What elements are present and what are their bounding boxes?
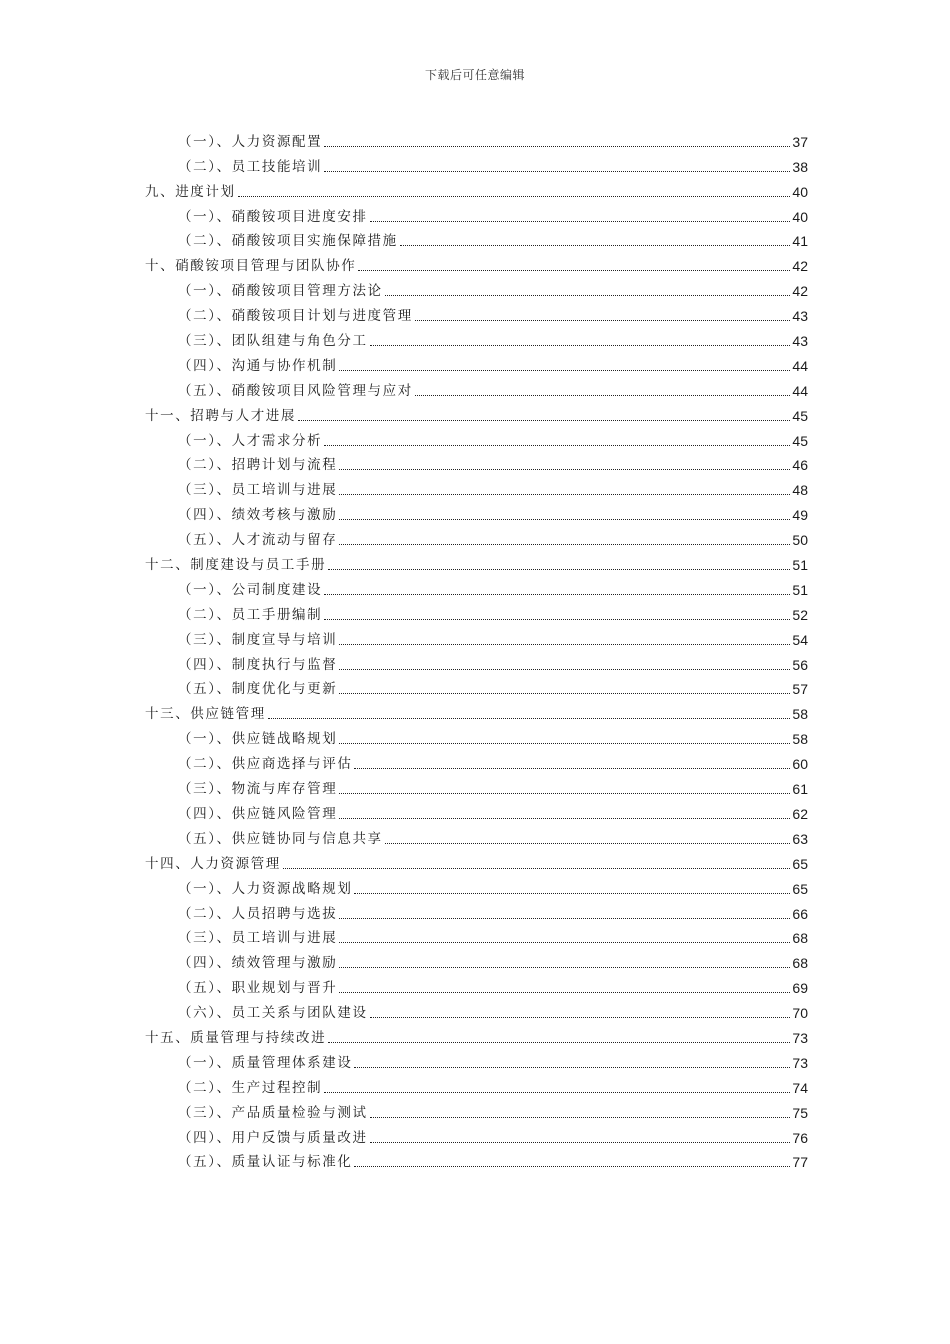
toc-entry-title: （二）、硝酸铵项目实施保障措施 bbox=[178, 233, 398, 250]
toc-entry-title: （二）、硝酸铵项目计划与进度管理 bbox=[178, 308, 413, 325]
toc-entry[interactable] bbox=[145, 1047, 808, 1072]
toc-dot-leader bbox=[339, 644, 790, 645]
toc-entry-page-number: 54 bbox=[792, 631, 808, 648]
toc-dot-leader bbox=[339, 669, 790, 670]
toc-entry-page-number: 46 bbox=[792, 457, 808, 474]
toc-entry-page-number: 58 bbox=[792, 731, 808, 748]
toc-entry-title: （五）、质量认证与标准化 bbox=[178, 1154, 353, 1171]
toc-entry-page-number: 49 bbox=[792, 507, 808, 524]
page-header: 下载后可任意编辑 bbox=[424, 68, 525, 82]
toc-entry-title: （五）、人才流动与留存 bbox=[178, 532, 338, 549]
toc-entry[interactable] bbox=[145, 1022, 808, 1047]
toc-entry-title: 九、进度计划 bbox=[145, 183, 236, 200]
toc-entry-page-number: 70 bbox=[792, 1005, 808, 1022]
toc-entry-page-number: 43 bbox=[792, 333, 808, 350]
toc-entry-title: （二）、员工技能培训 bbox=[178, 158, 323, 175]
toc-entry[interactable] bbox=[145, 275, 808, 300]
toc-entry-page-number: 45 bbox=[792, 407, 808, 424]
toc-entry[interactable] bbox=[145, 947, 808, 972]
toc-entry-title: （一）、人力资源战略规划 bbox=[178, 880, 353, 897]
toc-dot-leader bbox=[339, 967, 790, 968]
toc-entry-title: （五）、硝酸铵项目风险管理与应对 bbox=[178, 382, 413, 399]
toc-entry-page-number: 61 bbox=[792, 781, 808, 798]
toc-entry[interactable] bbox=[145, 748, 808, 773]
toc-entry[interactable] bbox=[145, 698, 808, 723]
toc-entry[interactable] bbox=[145, 624, 808, 649]
toc-entry-page-number: 62 bbox=[792, 805, 808, 822]
toc-entry[interactable] bbox=[145, 873, 808, 898]
toc-entry-title: （二）、供应商选择与评估 bbox=[178, 756, 353, 773]
toc-entry-title: （四）、绩效管理与激励 bbox=[178, 955, 338, 972]
toc-entry-title: （一）、人才需求分析 bbox=[178, 432, 323, 449]
toc-entry[interactable] bbox=[145, 923, 808, 948]
toc-dot-leader bbox=[370, 1142, 791, 1143]
toc-dot-leader bbox=[370, 1117, 791, 1118]
toc-entry-page-number: 45 bbox=[792, 432, 808, 449]
toc-entry-page-number: 37 bbox=[792, 133, 808, 150]
toc-dot-leader bbox=[370, 221, 791, 222]
toc-entry-page-number: 65 bbox=[792, 855, 808, 872]
toc-entry-page-number: 41 bbox=[792, 233, 808, 250]
toc-entry-page-number: 57 bbox=[792, 681, 808, 698]
toc-entry-title: 十五、质量管理与持续改进 bbox=[145, 1029, 327, 1046]
toc-entry-page-number: 68 bbox=[792, 955, 808, 972]
toc-dot-leader bbox=[354, 1067, 790, 1068]
toc-entry[interactable] bbox=[145, 176, 808, 201]
toc-dot-leader bbox=[328, 1042, 790, 1043]
toc-entry-page-number: 38 bbox=[792, 158, 808, 175]
toc-dot-leader bbox=[339, 544, 790, 545]
toc-entry[interactable] bbox=[145, 400, 808, 425]
toc-dot-leader bbox=[339, 942, 790, 943]
toc-entry-page-number: 58 bbox=[792, 706, 808, 723]
toc-entry-page-number: 69 bbox=[792, 980, 808, 997]
toc-entry-page-number: 63 bbox=[792, 830, 808, 847]
toc-entry-page-number: 65 bbox=[792, 880, 808, 897]
toc-entry-title: （二）、人员招聘与选拔 bbox=[178, 905, 338, 922]
toc-entry[interactable] bbox=[145, 250, 808, 275]
toc-entry[interactable] bbox=[145, 972, 808, 997]
toc-entry[interactable] bbox=[145, 350, 808, 375]
toc-entry-title: （二）、生产过程控制 bbox=[178, 1079, 323, 1096]
toc-dot-leader bbox=[415, 395, 791, 396]
toc-entry[interactable] bbox=[145, 499, 808, 524]
toc-dot-leader bbox=[268, 718, 791, 719]
toc-dot-leader bbox=[339, 743, 790, 744]
toc-dot-leader bbox=[354, 768, 790, 769]
toc-entry[interactable] bbox=[145, 300, 808, 325]
toc-entry-page-number: 68 bbox=[792, 930, 808, 947]
toc-dot-leader bbox=[324, 619, 790, 620]
toc-entry-title: 十四、人力资源管理 bbox=[145, 855, 281, 872]
toc-entry-page-number: 51 bbox=[792, 581, 808, 598]
toc-entry-page-number: 44 bbox=[792, 357, 808, 374]
toc-entry[interactable] bbox=[145, 126, 808, 151]
toc-entry[interactable] bbox=[145, 599, 808, 624]
toc-entry[interactable] bbox=[145, 450, 808, 475]
toc-entry-title: （一）、质量管理体系建设 bbox=[178, 1054, 353, 1071]
toc-entry[interactable] bbox=[145, 549, 808, 574]
toc-entry[interactable] bbox=[145, 375, 808, 400]
toc-dot-leader bbox=[339, 918, 790, 919]
toc-entry-title: 十二、制度建设与员工手册 bbox=[145, 557, 327, 574]
toc-entry-title: （五）、制度优化与更新 bbox=[178, 681, 338, 698]
toc-entry[interactable] bbox=[145, 1147, 808, 1172]
toc-dot-leader bbox=[358, 270, 790, 271]
toc-dot-leader bbox=[328, 569, 790, 570]
toc-dot-leader bbox=[324, 1092, 790, 1093]
toc-entry-page-number: 60 bbox=[792, 756, 808, 773]
toc-dot-leader bbox=[324, 171, 790, 172]
toc-entry-title: （一）、人力资源配置 bbox=[178, 133, 323, 150]
toc-entry[interactable] bbox=[145, 823, 808, 848]
toc-dot-leader bbox=[324, 594, 790, 595]
toc-dot-leader bbox=[354, 1166, 790, 1167]
toc-entry-page-number: 51 bbox=[792, 557, 808, 574]
toc-entry[interactable] bbox=[145, 524, 808, 549]
toc-entry-page-number: 50 bbox=[792, 532, 808, 549]
toc-entry-page-number: 44 bbox=[792, 382, 808, 399]
toc-dot-leader bbox=[339, 793, 790, 794]
toc-dot-leader bbox=[385, 295, 791, 296]
toc-entry-page-number: 74 bbox=[792, 1079, 808, 1096]
toc-dot-leader bbox=[298, 420, 790, 421]
toc-dot-leader bbox=[339, 469, 790, 470]
toc-entry-page-number: 66 bbox=[792, 905, 808, 922]
toc-entry[interactable] bbox=[145, 848, 808, 873]
toc-entry-title: （三）、员工培训与进展 bbox=[178, 482, 338, 499]
toc-dot-leader bbox=[238, 196, 791, 197]
toc-entry-page-number: 77 bbox=[792, 1154, 808, 1171]
toc-entry-title: （一）、硝酸铵项目管理方法论 bbox=[178, 283, 383, 300]
toc-entry-title: （一）、公司制度建设 bbox=[178, 581, 323, 598]
toc-dot-leader bbox=[370, 345, 791, 346]
toc-entry[interactable] bbox=[145, 325, 808, 350]
toc-dot-leader bbox=[385, 843, 791, 844]
toc-entry-title: （一）、供应链战略规划 bbox=[178, 731, 338, 748]
toc-entry[interactable] bbox=[145, 574, 808, 599]
toc-entry[interactable] bbox=[145, 151, 808, 176]
toc-entry-page-number: 40 bbox=[792, 208, 808, 225]
toc-entry[interactable] bbox=[145, 723, 808, 748]
toc-entry-page-number: 42 bbox=[792, 283, 808, 300]
toc-entry[interactable] bbox=[145, 201, 808, 226]
toc-entry-title: （六）、员工关系与团队建设 bbox=[178, 1005, 368, 1022]
toc-entry-title: （二）、招聘计划与流程 bbox=[178, 457, 338, 474]
toc-entry-page-number: 56 bbox=[792, 656, 808, 673]
toc-entry[interactable] bbox=[145, 1072, 808, 1097]
toc-entry-page-number: 43 bbox=[792, 308, 808, 325]
toc-entry-title: （四）、绩效考核与激励 bbox=[178, 507, 338, 524]
toc-entry-page-number: 48 bbox=[792, 482, 808, 499]
toc-entry[interactable] bbox=[145, 997, 808, 1022]
toc-entry-title: 十一、招聘与人才进展 bbox=[145, 407, 296, 424]
toc-entry-page-number: 52 bbox=[792, 606, 808, 623]
toc-entry[interactable] bbox=[145, 425, 808, 450]
toc-dot-leader bbox=[339, 370, 790, 371]
toc-dot-leader bbox=[415, 320, 791, 321]
toc-entry-title: （四）、供应链风险管理 bbox=[178, 805, 338, 822]
toc-entry[interactable] bbox=[145, 1122, 808, 1147]
toc-entry-page-number: 73 bbox=[792, 1029, 808, 1046]
toc-entry-title: （三）、产品质量检验与测试 bbox=[178, 1104, 368, 1121]
toc-dot-leader bbox=[339, 818, 790, 819]
toc-entry-title: （三）、员工培训与进展 bbox=[178, 930, 338, 947]
toc-entry-page-number: 73 bbox=[792, 1054, 808, 1071]
toc-dot-leader bbox=[324, 146, 790, 147]
toc-entry-title: （四）、用户反馈与质量改进 bbox=[178, 1129, 368, 1146]
toc-entry-title: （一）、硝酸铵项目进度安排 bbox=[178, 208, 368, 225]
toc-dot-leader bbox=[339, 519, 790, 520]
toc-entry[interactable] bbox=[145, 474, 808, 499]
toc-dot-leader bbox=[370, 1017, 791, 1018]
toc-entry[interactable] bbox=[145, 1097, 808, 1122]
toc-entry-title: （五）、职业规划与晋升 bbox=[178, 980, 338, 997]
toc-dot-leader bbox=[339, 494, 790, 495]
toc-entry-title: （四）、沟通与协作机制 bbox=[178, 357, 338, 374]
toc-entry-page-number: 75 bbox=[792, 1104, 808, 1121]
toc-entry[interactable] bbox=[145, 898, 808, 923]
toc-entry-title: （三）、物流与库存管理 bbox=[178, 781, 338, 798]
toc-entry-page-number: 76 bbox=[792, 1129, 808, 1146]
toc-dot-leader bbox=[283, 868, 791, 869]
table-of-contents bbox=[145, 126, 808, 1171]
toc-dot-leader bbox=[339, 693, 790, 694]
toc-entry[interactable] bbox=[145, 226, 808, 251]
toc-entry-title: （二）、员工手册编制 bbox=[178, 606, 323, 623]
toc-entry-page-number: 42 bbox=[792, 258, 808, 275]
toc-entry[interactable] bbox=[145, 798, 808, 823]
toc-entry-page-number: 40 bbox=[792, 183, 808, 200]
toc-entry-title: （三）、制度宣导与培训 bbox=[178, 631, 338, 648]
toc-entry-title: （五）、供应链协同与信息共享 bbox=[178, 830, 383, 847]
toc-entry-title: 十三、供应链管理 bbox=[145, 706, 266, 723]
toc-entry-title: （三）、团队组建与角色分工 bbox=[178, 333, 368, 350]
toc-dot-leader bbox=[354, 893, 790, 894]
toc-entry[interactable] bbox=[145, 773, 808, 798]
toc-dot-leader bbox=[400, 245, 791, 246]
toc-dot-leader bbox=[339, 992, 790, 993]
toc-dot-leader bbox=[324, 445, 790, 446]
toc-entry[interactable] bbox=[145, 674, 808, 699]
toc-entry-title: 十、硝酸铵项目管理与团队协作 bbox=[145, 258, 357, 275]
toc-entry-title: （四）、制度执行与监督 bbox=[178, 656, 338, 673]
toc-entry[interactable] bbox=[145, 649, 808, 674]
